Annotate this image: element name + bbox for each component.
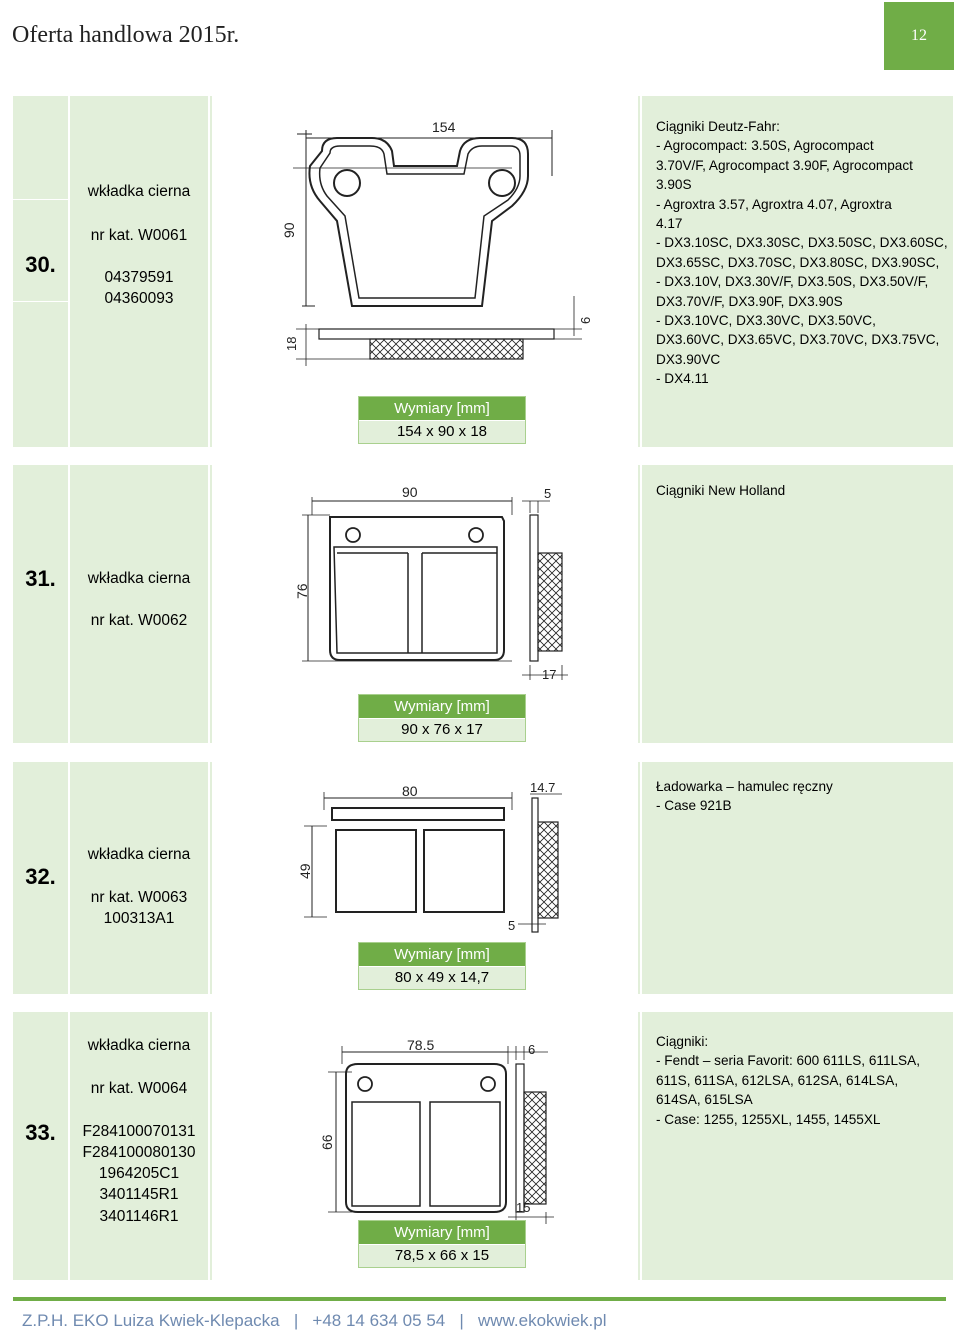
product-type: wkładka cierna [87,1037,191,1054]
product-row-32 [13,762,953,994]
part-code: 100313A1 [103,910,175,927]
dim-label-width: 78.5 [407,1037,435,1053]
dim-label-plate: 6 [578,316,593,324]
application-line: 3.90S [656,177,692,193]
application-line: DX3.90VC [656,351,721,367]
application-line: Ciągniki: [656,1034,709,1049]
footer-divider [13,1297,946,1301]
application-list [656,481,945,500]
description-cell [70,96,208,447]
description-cell [70,762,208,994]
part-code: F284100070131 [82,1123,196,1140]
row-number-cell [13,465,68,743]
application-line: - Case: 1255, 1255XL, 1455, 1455XL [656,1111,881,1127]
footer-separator: | [293,1311,299,1330]
drawing-cell [210,465,640,743]
application-line: - Agrocompact: 3.50S, Agrocompact [656,138,874,154]
application-line: - Agroxtra 3.57, Agroxtra 4.07, Agroxtra [656,196,892,212]
page-number: 12 [884,2,954,70]
application-line: - Case 921B [656,798,732,814]
application-line: 611S, 611SA, 612LSA, 612SA, 614LSA, [656,1072,899,1088]
product-row-33 [13,1012,953,1280]
product-type: wkładka cierna [87,570,191,587]
dim-label-thickness: 18 [284,336,299,351]
product-type: wkładka cierna [87,846,191,863]
application-line: Ciągniki New Holland [656,483,786,498]
application-line: Ciągniki Deutz-Fahr: [656,119,780,134]
dim-label-plate: 5 [508,918,516,933]
application-line: 3.70V/F, Agrocompact 3.90F, Agrocompact [656,157,913,173]
product-row-30 [13,96,953,447]
application-line: - DX3.10V, DX3.30V/F, DX3.50S, DX3.50V/F, [656,274,929,290]
part-code: 3401146R1 [99,1208,179,1225]
dimensions-box [358,1220,526,1268]
catalog-number: nr kat. W0064 [90,1080,188,1097]
item-number: 30. [25,252,56,277]
application-line: DX3.65SC, DX3.70SC, DX3.80SC, DX3.90SC, [656,254,940,270]
item-number: 33. [25,1120,56,1145]
dim-label-width: 154 [432,119,456,135]
dimensions-value: 78,5 x 66 x 15 [359,1244,525,1267]
description-cell [70,465,208,743]
application-line: - DX3.10SC, DX3.30SC, DX3.50SC, DX3.60SC, [656,235,948,251]
catalog-number: nr kat. W0061 [90,227,188,244]
application-cell [642,465,953,743]
dim-label-height: 90 [281,222,297,238]
row-number-cell [13,96,68,447]
row-number-cell [13,762,68,994]
dimensions-header: Wymiary [mm] [359,397,525,420]
dimensions-value: 90 x 76 x 17 [359,718,525,741]
application-cell [642,762,953,994]
application-line: - DX3.10VC, DX3.30VC, DX3.50VC, [656,313,876,329]
dim-label-plate: 5 [544,486,552,501]
product-type: wkładka cierna [87,183,191,200]
application-line: - DX4.11 [656,371,709,387]
application-line: 614SA, 615LSA [656,1092,753,1108]
catalog-number: nr kat. W0062 [90,612,188,629]
dimensions-box [358,694,526,742]
part-code: 3401145R1 [99,1186,179,1203]
application-line: Ładowarka – hamulec ręczny [656,779,833,794]
dim-label-height: 49 [297,863,313,879]
document-title: Oferta handlowa 2015r. [12,22,240,48]
dimensions-header: Wymiary [mm] [359,695,525,718]
technical-drawing [212,96,638,447]
description-cell [70,1012,208,1280]
footer-phone: +48 14 634 05 54 [312,1311,446,1330]
application-line: 4.17 [656,216,683,232]
dimensions-box [358,396,526,444]
dim-label-thickness: 17 [542,667,557,682]
drawing-cell [210,96,640,447]
row-number-cell [13,1012,68,1280]
catalog-number: nr kat. W0063 [90,889,188,906]
application-line: DX3.70V/F, DX3.90F, DX3.90S [656,293,843,309]
footer-company: Z.P.H. EKO Luiza Kwiek-Klepacka [22,1311,280,1330]
application-list [656,777,945,816]
dim-label-height: 76 [294,583,310,599]
footer-separator: | [459,1311,464,1330]
application-line: DX3.60VC, DX3.65VC, DX3.70VC, DX3.75VC, [656,332,940,348]
dimensions-box [358,942,526,990]
dim-label-plate: 6 [528,1042,536,1057]
dim-label-thickness: 15 [516,1200,531,1215]
dimensions-header: Wymiary [mm] [359,1221,525,1244]
item-number: 31. [25,566,56,591]
dim-label-height: 66 [319,1134,335,1150]
part-code: F284100080130 [82,1144,196,1161]
product-row-31 [13,465,953,743]
application-cell [642,96,953,447]
application-list [656,1032,945,1129]
dimensions-header: Wymiary [mm] [359,943,525,966]
application-line: - Fendt – seria Favorit: 600 611LS, 611LSA, [656,1053,920,1069]
dim-label-thickness: 14.7 [530,780,556,795]
drawing-cell [210,762,640,994]
application-list [656,117,948,389]
footer-website[interactable]: www.ekokwiek.pl [478,1311,607,1330]
drawing-cell [210,1012,640,1280]
dim-label-width: 90 [402,484,418,500]
footer [22,1311,607,1331]
dimensions-value: 154 x 90 x 18 [359,420,525,443]
part-code: 04360093 [104,290,174,307]
item-number: 32. [25,864,56,889]
dim-label-width: 80 [402,783,418,799]
dimensions-value: 80 x 49 x 14,7 [359,966,525,989]
application-cell [642,1012,953,1280]
part-code: 1964205C1 [98,1165,180,1182]
part-code: 04379591 [104,269,174,286]
